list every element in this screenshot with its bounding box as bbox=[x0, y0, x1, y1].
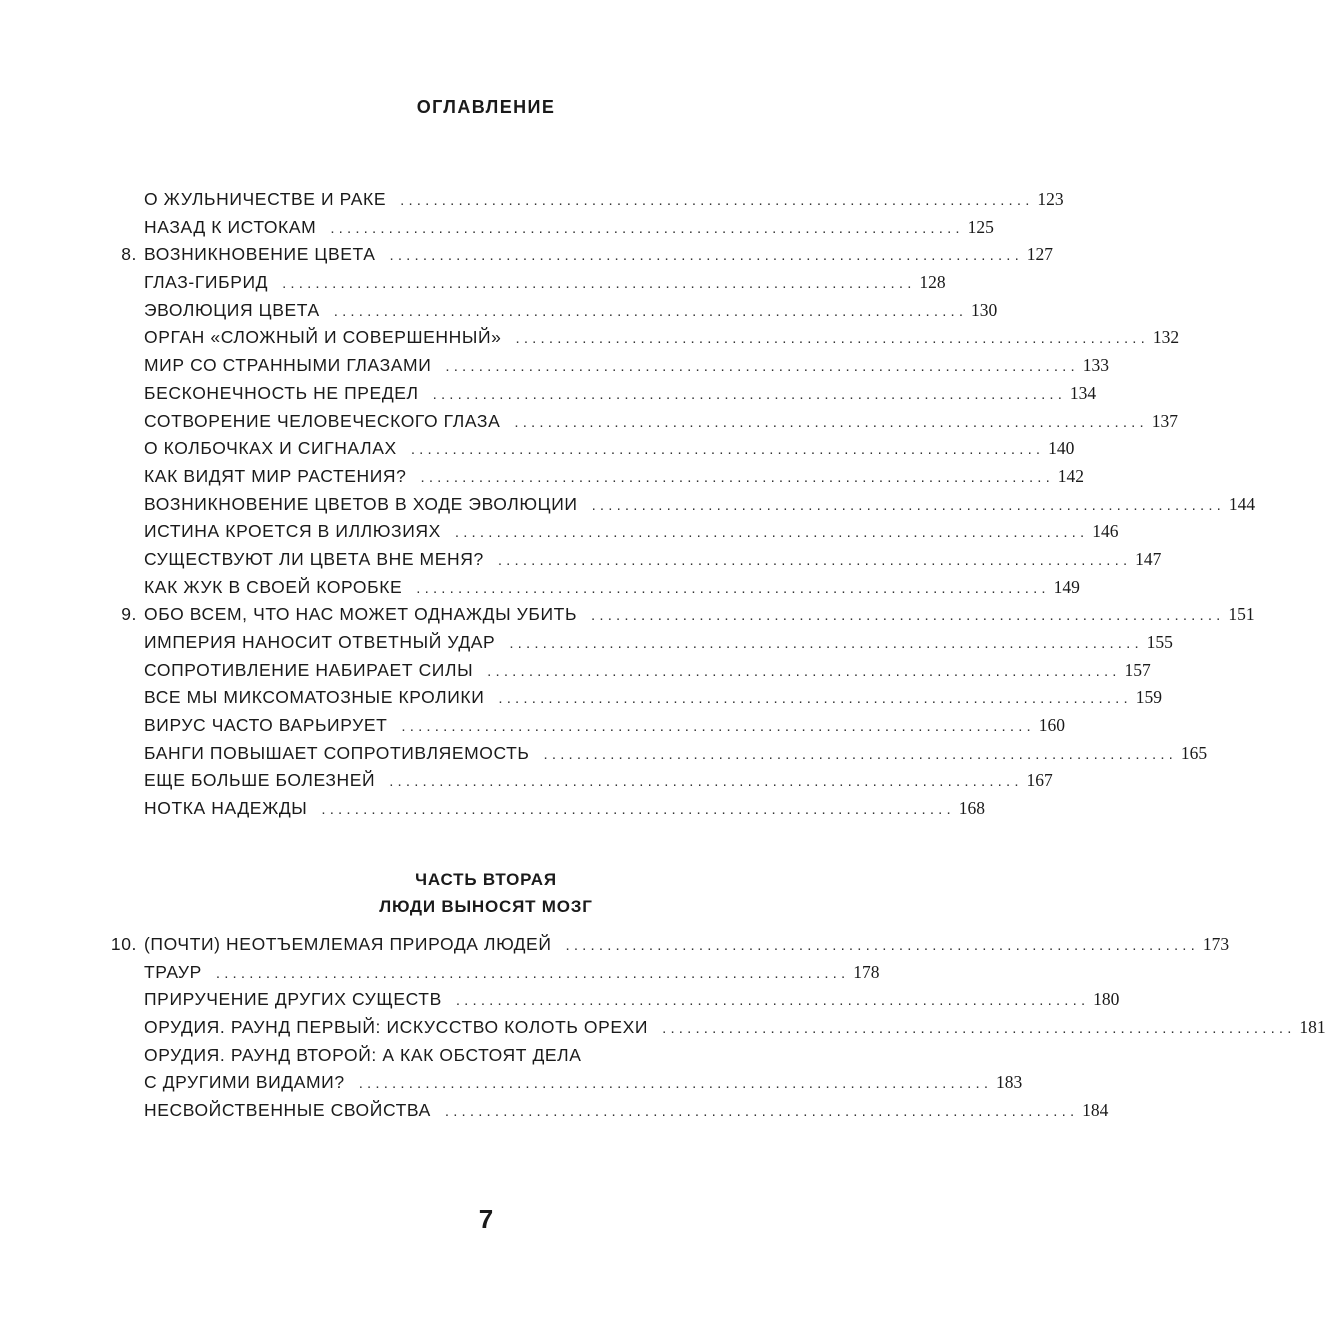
dot-leader bbox=[662, 1015, 1291, 1043]
toc-row bbox=[144, 712, 1065, 741]
toc-row bbox=[144, 186, 1064, 215]
toc-entry-title: (ПОЧТИ) НЕОТЪЕМЛЕМАЯ ПРИРОДА ЛЮДЕЙ bbox=[144, 934, 552, 954]
toc-section-entry bbox=[0, 574, 1080, 602]
toc-row bbox=[144, 657, 1151, 686]
toc-page-number: 183 bbox=[996, 1072, 1023, 1093]
toc-page-number: 130 bbox=[971, 299, 998, 320]
page-number: 7 bbox=[478, 1204, 494, 1234]
toc-row bbox=[144, 986, 1120, 1015]
toc-entry-title: БЕСКОНЕЧНОСТЬ НЕ ПРЕДЕЛ bbox=[144, 382, 419, 403]
toc-row bbox=[144, 931, 1230, 960]
toc-entry-title: ПРИРУЧЕНИЕ ДРУГИХ СУЩЕСТВ bbox=[144, 989, 442, 1010]
toc-page-number: 137 bbox=[1151, 410, 1178, 431]
toc-page-number: 157 bbox=[1124, 659, 1151, 680]
dot-leader bbox=[498, 547, 1127, 575]
toc-section-entry bbox=[0, 269, 1000, 297]
toc-page-number: 181 bbox=[1299, 1017, 1326, 1038]
toc-page-number: 155 bbox=[1146, 632, 1173, 652]
toc-section-entry bbox=[0, 546, 1162, 574]
toc-chapter-entry bbox=[0, 601, 1255, 629]
dot-leader bbox=[421, 464, 1050, 492]
chapter-number: 10. bbox=[110, 934, 137, 954]
toc-row bbox=[144, 491, 1256, 520]
dot-leader bbox=[516, 325, 1145, 353]
toc-entry-title: СОПРОТИВЛЕНИЕ НАБИРАЕТ СИЛЫ bbox=[144, 659, 474, 680]
toc-row bbox=[144, 1069, 1023, 1098]
toc-row bbox=[144, 435, 1075, 464]
toc-row bbox=[144, 352, 1109, 381]
toc-section-entry bbox=[0, 795, 1000, 823]
toc-chapter-entry bbox=[0, 931, 1230, 959]
toc-page-number: 127 bbox=[1026, 244, 1054, 265]
toc-entry-title: НЕСВОЙСТВЕННЫЕ СВОЙСТВА bbox=[144, 1100, 431, 1121]
toc-section-entry bbox=[0, 657, 1151, 685]
dot-leader bbox=[433, 381, 1062, 409]
toc-section-entry bbox=[0, 491, 1256, 519]
dot-leader bbox=[389, 768, 1018, 796]
toc-entry-title: СУЩЕСТВУЮТ ЛИ ЦВЕТА ВНЕ МЕНЯ? bbox=[144, 548, 484, 569]
toc-page-number: 133 bbox=[1082, 355, 1109, 376]
toc-page-number: 123 bbox=[1037, 189, 1064, 209]
dot-leader bbox=[514, 409, 1143, 437]
toc-page-number: 151 bbox=[1228, 604, 1255, 625]
chapter-number: 9. bbox=[121, 604, 137, 625]
dot-leader bbox=[509, 630, 1138, 658]
toc-entry-title: ГЛАЗ-ГИБРИД bbox=[144, 272, 269, 293]
toc-section-entry bbox=[0, 740, 1208, 768]
toc-row bbox=[144, 463, 1085, 492]
toc-entry-title: ОРУДИЯ. РАУНД ПЕРВЫЙ: ИСКУССТВО КОЛОТЬ ОРЕХИ bbox=[144, 1017, 649, 1038]
toc-entry-title: НОТКА НАДЕЖДЫ bbox=[144, 798, 308, 819]
toc-row bbox=[144, 684, 1162, 713]
toc-list-part-two bbox=[0, 931, 1326, 1125]
toc-page-number: 144 bbox=[1228, 493, 1256, 514]
toc-row bbox=[144, 795, 985, 824]
toc-row bbox=[144, 1014, 1326, 1043]
toc-section-entry bbox=[0, 1014, 1326, 1042]
toc-section-entry bbox=[0, 629, 1173, 657]
toc-entry-title: ВОЗНИКНОВЕНИЕ ЦВЕТОВ В ХОДЕ ЭВОЛЮЦИИ bbox=[144, 493, 578, 514]
toc-row bbox=[144, 380, 1097, 409]
dot-leader bbox=[334, 298, 963, 326]
toc-entry-title: КАК ВИДЯТ МИР РАСТЕНИЯ? bbox=[144, 465, 407, 486]
toc-section-entry bbox=[0, 518, 1119, 546]
dot-leader bbox=[416, 575, 1045, 603]
toc-row bbox=[144, 1097, 1109, 1126]
toc-entry-title: ТРАУР bbox=[144, 961, 202, 982]
toc-row bbox=[144, 269, 946, 298]
page-title: ОГЛАВЛЕНИЕ bbox=[416, 97, 556, 117]
toc-page-number: 184 bbox=[1082, 1100, 1109, 1121]
dot-leader bbox=[498, 685, 1127, 713]
part-heading bbox=[0, 866, 972, 920]
toc-page-number: 168 bbox=[958, 798, 985, 819]
dot-leader bbox=[411, 436, 1040, 464]
toc-page-number: 147 bbox=[1135, 548, 1162, 569]
toc-row bbox=[144, 629, 1173, 658]
toc-section-entry bbox=[0, 214, 1000, 242]
toc-page-number: 125 bbox=[967, 216, 994, 237]
toc-row bbox=[144, 214, 994, 243]
toc-entry-title: МИР СО СТРАННЫМИ ГЛАЗАМИ bbox=[144, 355, 432, 376]
toc-entry-title: БАНГИ ПОВЫШАЕТ СОПРОТИВЛЯЕМОСТЬ bbox=[144, 742, 530, 763]
toc-page-number: 173 bbox=[1202, 934, 1230, 954]
toc-row bbox=[144, 767, 1053, 796]
toc-page-number: 146 bbox=[1092, 521, 1119, 542]
toc-entry-title: ОРУДИЯ. РАУНД ВТОРОЙ: А КАК ОБСТОЯТ ДЕЛА bbox=[144, 1044, 582, 1065]
toc-section-entry bbox=[0, 408, 1178, 436]
toc-page-number: 134 bbox=[1069, 382, 1097, 403]
dot-leader bbox=[359, 1070, 988, 1098]
toc-entry-title: КАК ЖУК В СВОЕЙ КОРОБКЕ bbox=[144, 576, 403, 597]
toc-section-entry bbox=[0, 352, 1109, 380]
dot-leader bbox=[566, 932, 1195, 960]
toc-row bbox=[144, 241, 1054, 270]
toc-section-entry bbox=[0, 1042, 1000, 1070]
toc-entry-title: ОБО ВСЕМ, ЧТО НАС МОЖЕТ ОДНАЖДЫ УБИТЬ bbox=[144, 604, 578, 625]
toc-section-entry bbox=[0, 324, 1180, 352]
toc-row bbox=[144, 1042, 850, 1070]
toc-entry-title: НАЗАД К ИСТОКАМ bbox=[144, 216, 317, 237]
dot-leader bbox=[445, 353, 1074, 381]
part-label: ЧАСТЬ ВТОРАЯ bbox=[415, 870, 557, 889]
toc-row bbox=[144, 297, 998, 326]
toc-entry-title: ВСЕ МЫ МИКСОМАТОЗНЫЕ КРОЛИКИ bbox=[144, 687, 485, 708]
dot-leader bbox=[455, 519, 1084, 547]
toc-page-number: 167 bbox=[1026, 770, 1053, 791]
dot-leader bbox=[445, 1098, 1074, 1126]
toc-entry-title: О КОЛБОЧКАХ И СИГНАЛАХ bbox=[144, 438, 397, 459]
dot-leader bbox=[544, 741, 1173, 769]
toc-row bbox=[144, 574, 1080, 603]
toc-page-number: 160 bbox=[1038, 715, 1065, 736]
toc-list-part-one bbox=[0, 186, 1256, 823]
dot-leader bbox=[390, 242, 1019, 270]
dot-leader bbox=[591, 602, 1220, 630]
toc-row bbox=[144, 959, 880, 988]
toc-section-entry bbox=[0, 767, 1053, 795]
toc-section-entry bbox=[0, 684, 1162, 712]
toc-entry-title: ИСТИНА КРОЕТСЯ В ИЛЛЮЗИЯХ bbox=[144, 521, 441, 542]
toc-section-entry bbox=[0, 435, 1075, 463]
chapter-number: 8. bbox=[121, 244, 137, 265]
toc-row bbox=[144, 546, 1162, 575]
toc-page-number: 128 bbox=[919, 272, 946, 293]
toc-row bbox=[144, 740, 1208, 769]
dot-leader bbox=[321, 796, 950, 824]
toc-section-entry bbox=[0, 297, 1000, 325]
toc-entry-title: ЭВОЛЮЦИЯ ЦВЕТА bbox=[144, 299, 320, 320]
toc-entry-title: С ДРУГИМИ ВИДАМИ? bbox=[144, 1072, 345, 1093]
toc-entry-title: ВИРУС ЧАСТО ВАРЬИРУЕТ bbox=[144, 715, 388, 736]
toc-section-entry bbox=[0, 959, 1000, 987]
toc-page-number: 149 bbox=[1053, 576, 1080, 597]
dot-leader bbox=[487, 658, 1116, 686]
toc-page-number: 140 bbox=[1048, 438, 1075, 459]
toc-section-entry bbox=[0, 986, 1120, 1014]
part-title: ЛЮДИ ВЫНОСЯТ МОЗГ bbox=[379, 897, 593, 916]
toc-page-number: 142 bbox=[1057, 465, 1085, 486]
toc-section-entry bbox=[0, 1069, 1023, 1097]
toc-section-entry bbox=[0, 712, 1065, 740]
toc-page-number: 180 bbox=[1093, 989, 1120, 1010]
dot-leader bbox=[592, 492, 1221, 520]
toc-page-number: 132 bbox=[1152, 327, 1180, 348]
toc-page-number: 178 bbox=[853, 961, 880, 982]
dot-leader bbox=[456, 987, 1085, 1015]
toc-entry-title: ВОЗНИКНОВЕНИЕ ЦВЕТА bbox=[144, 244, 376, 265]
toc-section-entry bbox=[0, 1097, 1109, 1125]
toc-row bbox=[144, 601, 1255, 630]
dot-leader bbox=[282, 270, 911, 298]
toc-row bbox=[144, 324, 1180, 353]
dot-leader bbox=[216, 960, 845, 988]
toc-entry-title: СОТВОРЕНИЕ ЧЕЛОВЕЧЕСКОГО ГЛАЗА bbox=[144, 410, 501, 431]
toc-row bbox=[144, 518, 1119, 547]
toc-entry-title: ЕЩЕ БОЛЬШЕ БОЛЕЗНЕЙ bbox=[144, 770, 376, 791]
toc-page-number: 159 bbox=[1135, 687, 1162, 708]
toc-page-number: 165 bbox=[1180, 742, 1208, 763]
dot-leader bbox=[401, 713, 1030, 741]
dot-leader bbox=[400, 187, 1029, 215]
toc-chapter-entry bbox=[0, 241, 1054, 269]
toc-section-entry bbox=[0, 380, 1097, 408]
toc-section-entry bbox=[0, 186, 1064, 214]
toc-entry-title: ОРГАН «СЛОЖНЫЙ И СОВЕРШЕННЫЙ» bbox=[144, 327, 502, 348]
toc-section-entry bbox=[0, 463, 1085, 491]
toc-entry-title: О ЖУЛЬНИЧЕСТВЕ И РАКЕ bbox=[144, 189, 387, 209]
dot-leader bbox=[330, 215, 959, 243]
toc-row bbox=[144, 408, 1178, 437]
toc-entry-title: ИМПЕРИЯ НАНОСИТ ОТВЕТНЫЙ УДАР bbox=[144, 632, 496, 652]
